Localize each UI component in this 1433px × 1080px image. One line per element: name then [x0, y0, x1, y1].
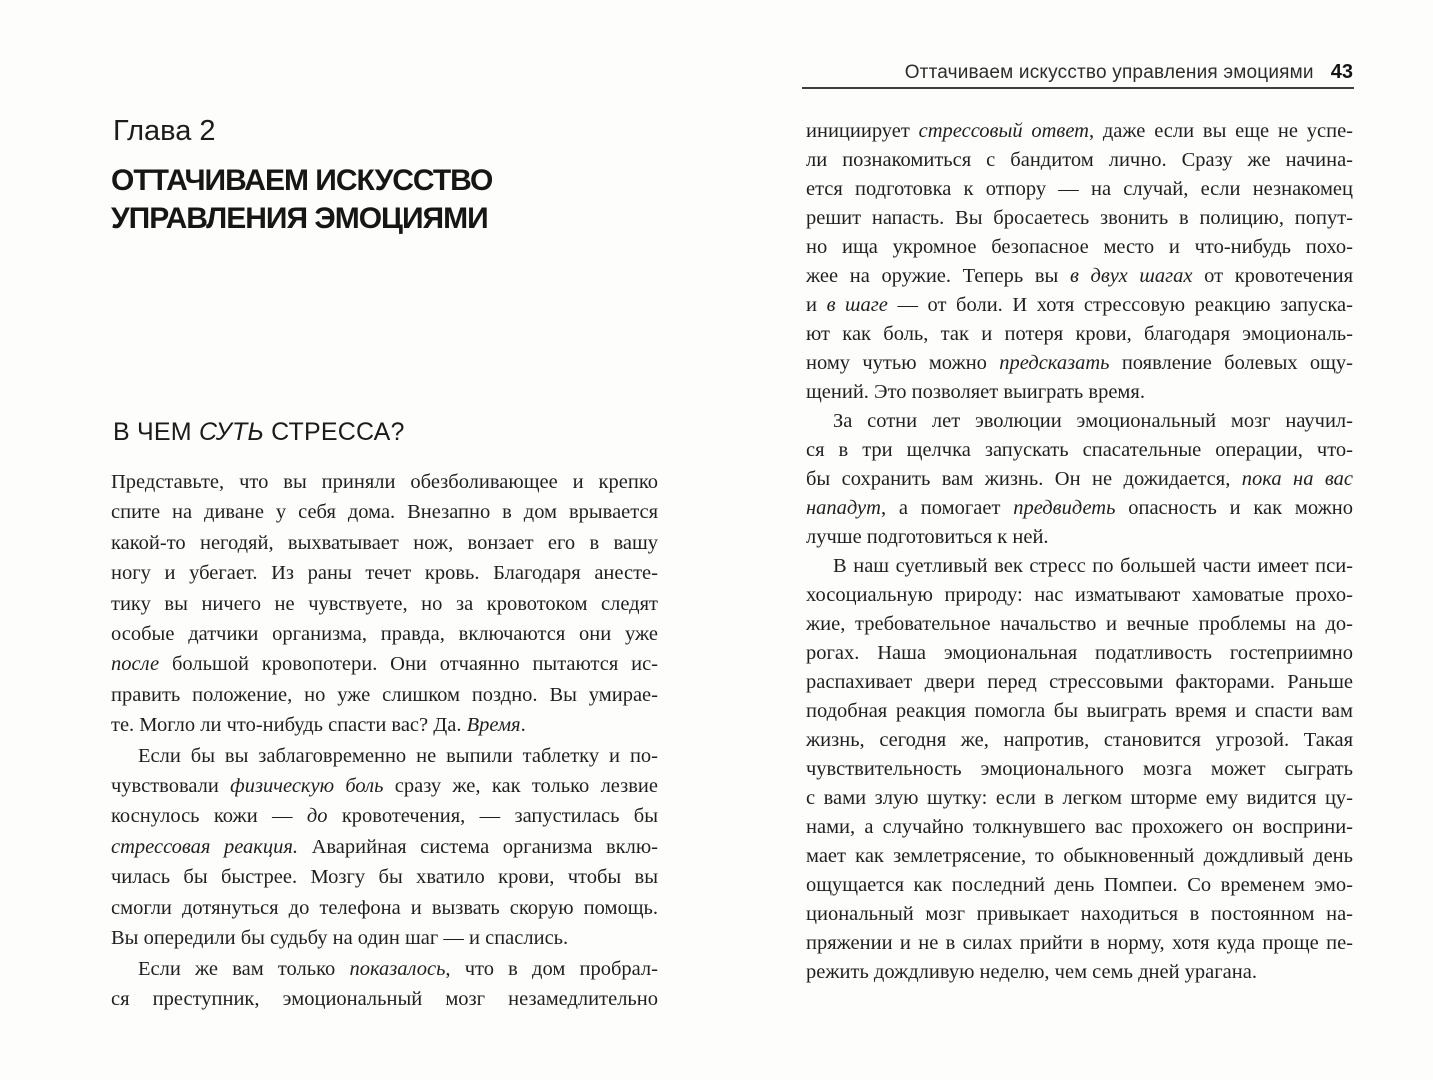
text-line: коснулось кожи — до кровотечения, — запустилась бы [111, 805, 658, 828]
text-line: но ища укромное безопасное место и что-нибудь похо- [806, 236, 1353, 258]
italic-text: в двух шагах [1069, 265, 1193, 287]
text-line: те. Могло ли что-нибудь спасти вас? Да. Время. [111, 714, 526, 737]
text-line: Если же вам только показалось, что в дом пробрал- [138, 957, 658, 980]
text-line: мает как землетрясение, то обыкновенный дождливый день [806, 845, 1353, 867]
paragraph [111, 467, 658, 741]
section-heading: В ЧЕМ СУТЬ СТРЕССА? [113, 418, 405, 446]
page-number: 43 [1330, 61, 1353, 83]
text-line: ся преступник, эмоциональный мозг незамедлительно [111, 987, 658, 1010]
text-line: циональный мозг привыкает находиться в постоянном на- [806, 903, 1353, 925]
text-line: тику вы ничего не чувствуете, но за кровотоком следят [111, 592, 658, 615]
text-line: ощущается как последний день Помпеи. Со временем эмо- [806, 874, 1353, 896]
text-line: какой-то негодяй, выхватывает нож, вонзает его в вашу [111, 531, 658, 554]
paragraph [111, 954, 658, 1015]
text-line: ся в три щелчка запускать спасательные операции, что- [806, 439, 1353, 461]
paragraph [806, 407, 1353, 552]
text-line: с вами злую шутку: если в легком шторме ему видится цу- [806, 787, 1353, 809]
paragraph [806, 552, 1353, 987]
chapter-title [111, 162, 492, 238]
chapter-label: Глава 2 [113, 115, 216, 147]
text-line: инициирует стрессовый ответ, даже если вы еще не успе- [806, 120, 1353, 142]
paragraph [111, 741, 658, 954]
left-page-body-text [111, 467, 658, 1014]
italic-text: в шаге [826, 294, 888, 316]
text-line: ногу и убегает. Из раны течет кровь. Благодаря анесте- [111, 562, 658, 585]
text-line: чувствовали физическую боль сразу же, как только лезвие [111, 775, 658, 798]
text-line: жие, требовательное начальство и вечные проблемы на до- [806, 613, 1353, 635]
text-line: пряжении и не в силах прийти в норму, хотя куда проще пе- [806, 932, 1353, 954]
text-line: спите на диване у себя дома. Внезапно в дом врывается [111, 501, 658, 524]
text-line: Представьте, что вы приняли обезболивающее и крепко [111, 471, 658, 493]
text-line: после большой кровопотери. Они отчаянно пытаются ис- [111, 653, 658, 676]
text-line: ли познакомиться с бандитом лично. Сразу же начина- [806, 149, 1353, 171]
text-line: нами, а случайно толкнувшего вас прохожего он восприни- [806, 816, 1353, 838]
text-line: За сотни лет эволюции эмоциональный мозг научил- [833, 410, 1353, 432]
text-line: щений. Это позволяет выиграть время. [806, 381, 1145, 403]
italic-text: до [306, 805, 328, 828]
italic-text: стрессовый ответ [918, 120, 1089, 142]
text-line: жизнь, сегодня же, напротив, становится угрозой. Такая [806, 729, 1353, 751]
chapter-title-line-2: УПРАВЛЕНИЯ ЭМОЦИЯМИ [111, 202, 488, 235]
italic-text: предвидеть [1013, 497, 1116, 519]
paragraph [806, 117, 1353, 407]
text-line: ному чутью можно предсказать появление болевых ощу- [806, 352, 1353, 374]
chapter-title-line-1: ОТТАЧИВАЕМ ИСКУССТВО [111, 164, 493, 197]
text-line: и в шаге — от боли. И хотя стрессовую реакцию запуска- [806, 294, 1353, 316]
italic-text: нападут [806, 497, 881, 519]
running-head: Оттачиваем искусство управления эмоциями [904, 62, 1314, 83]
text-line: править положение, но уже слишком поздно. Вы умирае- [111, 683, 658, 706]
text-line: жее на оружие. Теперь вы в двух шагах от кровотечения [806, 265, 1354, 287]
text-line: рогах. Наша эмоциональная податливость гостеприимно [806, 642, 1353, 664]
text-line: бы сохранить вам жизнь. Он не дожидается, пока на вас [806, 468, 1354, 490]
text-line: ется подготовка к отпору — на случай, если незнакомец [806, 178, 1353, 200]
text-line: режить дождливую неделю, чем семь дней урагана. [806, 961, 1257, 983]
text-line: решит напасть. Вы бросаетесь звонить в полицию, попут- [806, 207, 1353, 229]
text-line: лучше подготовиться к ней. [806, 526, 1049, 548]
italic-text: пока на вас [1241, 468, 1354, 490]
text-line: смогли дотянуться до телефона и вызвать скорую помощь. [111, 896, 658, 919]
running-head-row [806, 61, 1353, 84]
italic-text: Время [466, 714, 521, 737]
text-line: чилась бы быстрее. Мозгу бы хватило крови, чтобы вы [111, 866, 658, 889]
italic-text: физическую боль [230, 775, 384, 798]
text-line: чувствительность эмоционального мозга может сыграть [806, 758, 1353, 780]
text-line: хосоциальную природу: нас изматывают хамоватые прохо- [806, 584, 1353, 606]
text-line: распахивает двери перед стрессовыми факторами. Раньше [806, 671, 1353, 693]
italic-text: после [111, 653, 160, 676]
text-line: Вы опередили бы судьбу на один шаг — и спаслись. [111, 927, 569, 950]
text-line: особые датчики организма, правда, включаются они уже [111, 623, 658, 646]
header-rule [802, 87, 1354, 89]
text-line: подобная реакция помогла бы выиграть время и спасти вам [806, 700, 1353, 722]
text-line: нападут, а помогает предвидеть опасность и как можно [806, 497, 1353, 519]
text-line: В наш суетливый век стресс по большей части имеет пси- [833, 555, 1353, 577]
right-page-body-text [806, 117, 1353, 987]
text-line: ют как боль, так и потеря крови, благодаря эмоциональ- [806, 323, 1353, 345]
italic-text: стрессовая реакция. [111, 835, 299, 858]
italic-text: показалось [349, 957, 446, 980]
italic-text: СУТЬ [198, 418, 264, 446]
text-line: стрессовая реакция. Аварийная система организма вклю- [111, 835, 659, 858]
text-line: Если бы вы заблаговременно не выпили таблетку и по- [138, 744, 658, 767]
italic-text: предсказать [999, 352, 1110, 374]
